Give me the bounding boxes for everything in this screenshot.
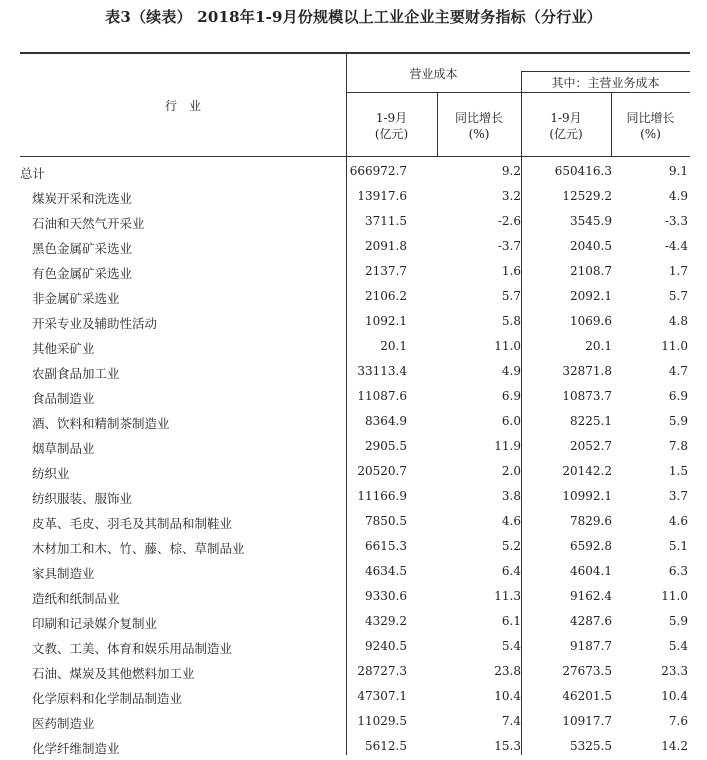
industry-name: 纺织业 (32, 466, 70, 481)
table-row (20, 660, 690, 685)
cost-growth-value: 9.2 (501, 164, 521, 178)
cost-growth-value: 15.3 (494, 739, 521, 753)
cost-value: 4634.5 (365, 564, 407, 578)
main-growth-value: 7.8 (668, 439, 688, 453)
main-cost-value: 5325.5 (570, 739, 612, 753)
main-cost-value: 2040.5 (570, 239, 612, 253)
main-growth-value: 4.6 (668, 514, 688, 528)
industry-name: 农副食品加工业 (32, 366, 120, 381)
industry-name: 纺织服装、服饰业 (32, 491, 133, 506)
main-growth-value: 6.3 (668, 564, 688, 578)
main-cost-value: 4287.6 (570, 614, 612, 628)
header-bottom-rule (20, 156, 690, 157)
main-growth-value: 11.0 (661, 339, 688, 353)
main-cost-value: 3545.9 (570, 214, 612, 228)
main-cost-value: 7829.6 (570, 514, 612, 528)
cost-value: 11087.6 (357, 389, 407, 403)
main-growth-value: 5.1 (668, 539, 688, 553)
main-growth-value: 4.9 (668, 189, 688, 203)
cost-growth-value: 5.7 (501, 289, 521, 303)
table-row (20, 360, 690, 385)
table-row (20, 235, 690, 260)
table-row (20, 560, 690, 585)
table-row (20, 635, 690, 660)
industry-header: 行 业 (164, 99, 201, 113)
main-growth-value: 4.7 (668, 364, 688, 378)
cost-value: 5612.5 (365, 739, 407, 753)
cost-value: 20520.7 (357, 464, 407, 478)
cost-growth-unit: (%) (468, 127, 490, 141)
table-row (20, 435, 690, 460)
main-growth-value: 1.7 (668, 264, 688, 278)
cost-value: 666972.7 (349, 164, 407, 178)
main-growth-value: 5.9 (668, 614, 688, 628)
main-cost-top-rule (521, 71, 690, 72)
industry-name: 石油和天然气开采业 (32, 216, 145, 231)
industry-name: 黑色金属矿采选业 (32, 241, 133, 256)
cost-value: 11029.5 (357, 714, 407, 728)
table-row (20, 510, 690, 535)
table-top-rule (20, 52, 690, 54)
main-growth-value: 23.3 (661, 664, 688, 678)
industry-name: 皮革、毛皮、羽毛及其制品和制鞋业 (32, 516, 233, 531)
cost-value: 6615.3 (365, 539, 407, 553)
cost-growth-value: 2.0 (501, 464, 521, 478)
cost-value: 7850.5 (365, 514, 407, 528)
industry-name: 木材加工和木、竹、藤、棕、草制品业 (32, 541, 245, 556)
main-growth-value: 7.6 (668, 714, 688, 728)
main-growth-value: 9.1 (668, 164, 688, 178)
cost-growth-value: 3.8 (501, 489, 521, 503)
industry-name: 印刷和记录媒介复制业 (32, 616, 158, 631)
cost-value: 1092.1 (365, 314, 407, 328)
cost-growth-value: 6.9 (501, 389, 521, 403)
industry-name: 家具制造业 (32, 566, 95, 581)
cost-value: 47307.1 (357, 689, 407, 703)
cost-value: 33113.4 (357, 364, 407, 378)
table-row (20, 210, 690, 235)
cost-value: 4329.2 (365, 614, 407, 628)
table-row (20, 260, 690, 285)
cost-period-unit: (亿元) (374, 127, 409, 141)
cost-growth-value: 10.4 (494, 689, 521, 703)
table-row (20, 385, 690, 410)
cost-growth-value: 7.4 (501, 714, 521, 728)
cost-growth-value: 6.4 (501, 564, 521, 578)
cost-growth-value: 5.2 (501, 539, 521, 553)
cost-growth-value: 11.9 (494, 439, 521, 453)
table-row (20, 610, 690, 635)
cost-value: 2905.5 (365, 439, 407, 453)
cost-growth-value: -3.7 (497, 239, 521, 253)
industry-name: 酒、饮料和精制茶制造业 (32, 416, 170, 431)
cost-growth-value: 5.4 (501, 639, 521, 653)
cost-growth-value: 1.6 (501, 264, 521, 278)
table-row (20, 285, 690, 310)
cost-growth-value: 23.8 (494, 664, 521, 678)
industry-name: 化学纤维制造业 (32, 741, 120, 756)
main-growth-value: 6.9 (668, 389, 688, 403)
page-title: 表3（续表） 2018年1-9月份规模以上工业企业主要财务指标（分行业） (105, 8, 602, 26)
main-cost-value: 8225.1 (570, 414, 612, 428)
main-cost-value: 46201.5 (562, 689, 612, 703)
main-growth-unit: (%) (640, 127, 661, 141)
main-cost-value: 12529.2 (562, 189, 612, 203)
cost-value: 2106.2 (365, 289, 407, 303)
industry-name: 有色金属矿采选业 (32, 266, 133, 281)
cost-growth-value: 11.3 (494, 589, 521, 603)
main-growth-value: 1.5 (668, 464, 688, 478)
cost-value: 9330.6 (365, 589, 407, 603)
main-cost-value: 2052.7 (570, 439, 612, 453)
cost-value: 9240.5 (365, 639, 407, 653)
industry-name: 煤炭开采和洗选业 (32, 191, 133, 206)
main-growth-value: 14.2 (661, 739, 688, 753)
cost-value: 11166.9 (357, 489, 407, 503)
cost-value: 2091.8 (365, 239, 407, 253)
table-row (20, 185, 690, 210)
industry-name: 食品制造业 (32, 391, 95, 406)
table-row (20, 485, 690, 510)
industry-name: 医药制造业 (32, 716, 95, 731)
table-row (20, 585, 690, 610)
main-cost-value: 2108.7 (570, 264, 612, 278)
cost-growth-value: 4.9 (501, 364, 521, 378)
cost-value: 28727.3 (357, 664, 407, 678)
main-cost-value: 32871.8 (562, 364, 612, 378)
main-cost-value: 6592.8 (570, 539, 612, 553)
cost-growth-value: 6.1 (501, 614, 521, 628)
main-period-unit: (亿元) (549, 127, 583, 141)
table-row (20, 735, 690, 760)
cost-growth-label: 同比增长 (454, 111, 503, 125)
cost-value: 20.1 (380, 339, 407, 353)
industry-name: 文教、工美、体育和娱乐用品制造业 (32, 641, 233, 656)
table-row (20, 685, 690, 710)
main-cost-value: 10917.7 (562, 714, 612, 728)
table-row (20, 335, 690, 360)
cost-value: 3711.5 (365, 214, 407, 228)
industry-name: 化学原料和化学制品制造业 (32, 691, 183, 706)
main-growth-label: 同比增长 (626, 111, 675, 125)
cost-growth-value: 3.2 (501, 189, 521, 203)
industry-name: 石油、煤炭及其他燃料加工业 (32, 666, 195, 681)
main-growth-value: 5.4 (668, 639, 688, 653)
main-growth-value: 4.8 (668, 314, 688, 328)
table-row (20, 460, 690, 485)
main-cost-value: 20.1 (585, 339, 612, 353)
cost-growth-value: 6.0 (501, 414, 521, 428)
table-row (20, 710, 690, 735)
main-cost-value: 10873.7 (562, 389, 612, 403)
cost-period-label: 1-9月 (375, 111, 408, 125)
cost-value: 8364.9 (365, 414, 407, 428)
industry-name: 其他采矿业 (32, 341, 95, 356)
table-row (20, 535, 690, 560)
operating-cost-subrule (346, 92, 690, 93)
industry-name: 造纸和纸制品业 (32, 591, 120, 606)
main-cost-value: 9187.7 (570, 639, 612, 653)
cost-value: 13917.6 (357, 189, 407, 203)
main-cost-value: 4604.1 (570, 564, 612, 578)
main-growth-value: -4.4 (664, 239, 688, 253)
table-row (20, 410, 690, 435)
main-cost-value: 1069.6 (570, 314, 612, 328)
main-growth-value: 5.9 (668, 414, 688, 428)
cost-value: 2137.7 (365, 264, 407, 278)
main-business-cost-header: 其中：主营业务成本 (551, 76, 660, 90)
main-growth-value: 5.7 (668, 289, 688, 303)
main-growth-value: -3.3 (664, 214, 688, 228)
main-growth-value: 10.4 (661, 689, 688, 703)
main-cost-value: 27673.5 (562, 664, 612, 678)
industry-name: 非金属矿采选业 (32, 291, 120, 306)
main-cost-value: 650416.3 (554, 164, 612, 178)
cost-growth-value: 11.0 (494, 339, 521, 353)
industry-name: 开采专业及辅助性活动 (32, 316, 158, 331)
main-cost-value: 10992.1 (562, 489, 612, 503)
main-cost-value: 2092.1 (570, 289, 612, 303)
main-growth-value: 11.0 (661, 589, 688, 603)
main-cost-value: 9162.4 (570, 589, 612, 603)
table-row (20, 310, 690, 335)
main-period-label: 1-9月 (550, 111, 582, 125)
cost-growth-value: 5.8 (501, 314, 521, 328)
industry-name: 总计 (20, 166, 46, 181)
operating-cost-header: 营业成本 (409, 67, 458, 81)
industry-name: 烟草制品业 (32, 441, 95, 456)
main-cost-value: 20142.2 (562, 464, 612, 478)
table-row (20, 160, 690, 185)
cost-growth-value: -2.6 (497, 214, 521, 228)
main-growth-value: 3.7 (668, 489, 688, 503)
cost-growth-value: 4.6 (501, 514, 521, 528)
